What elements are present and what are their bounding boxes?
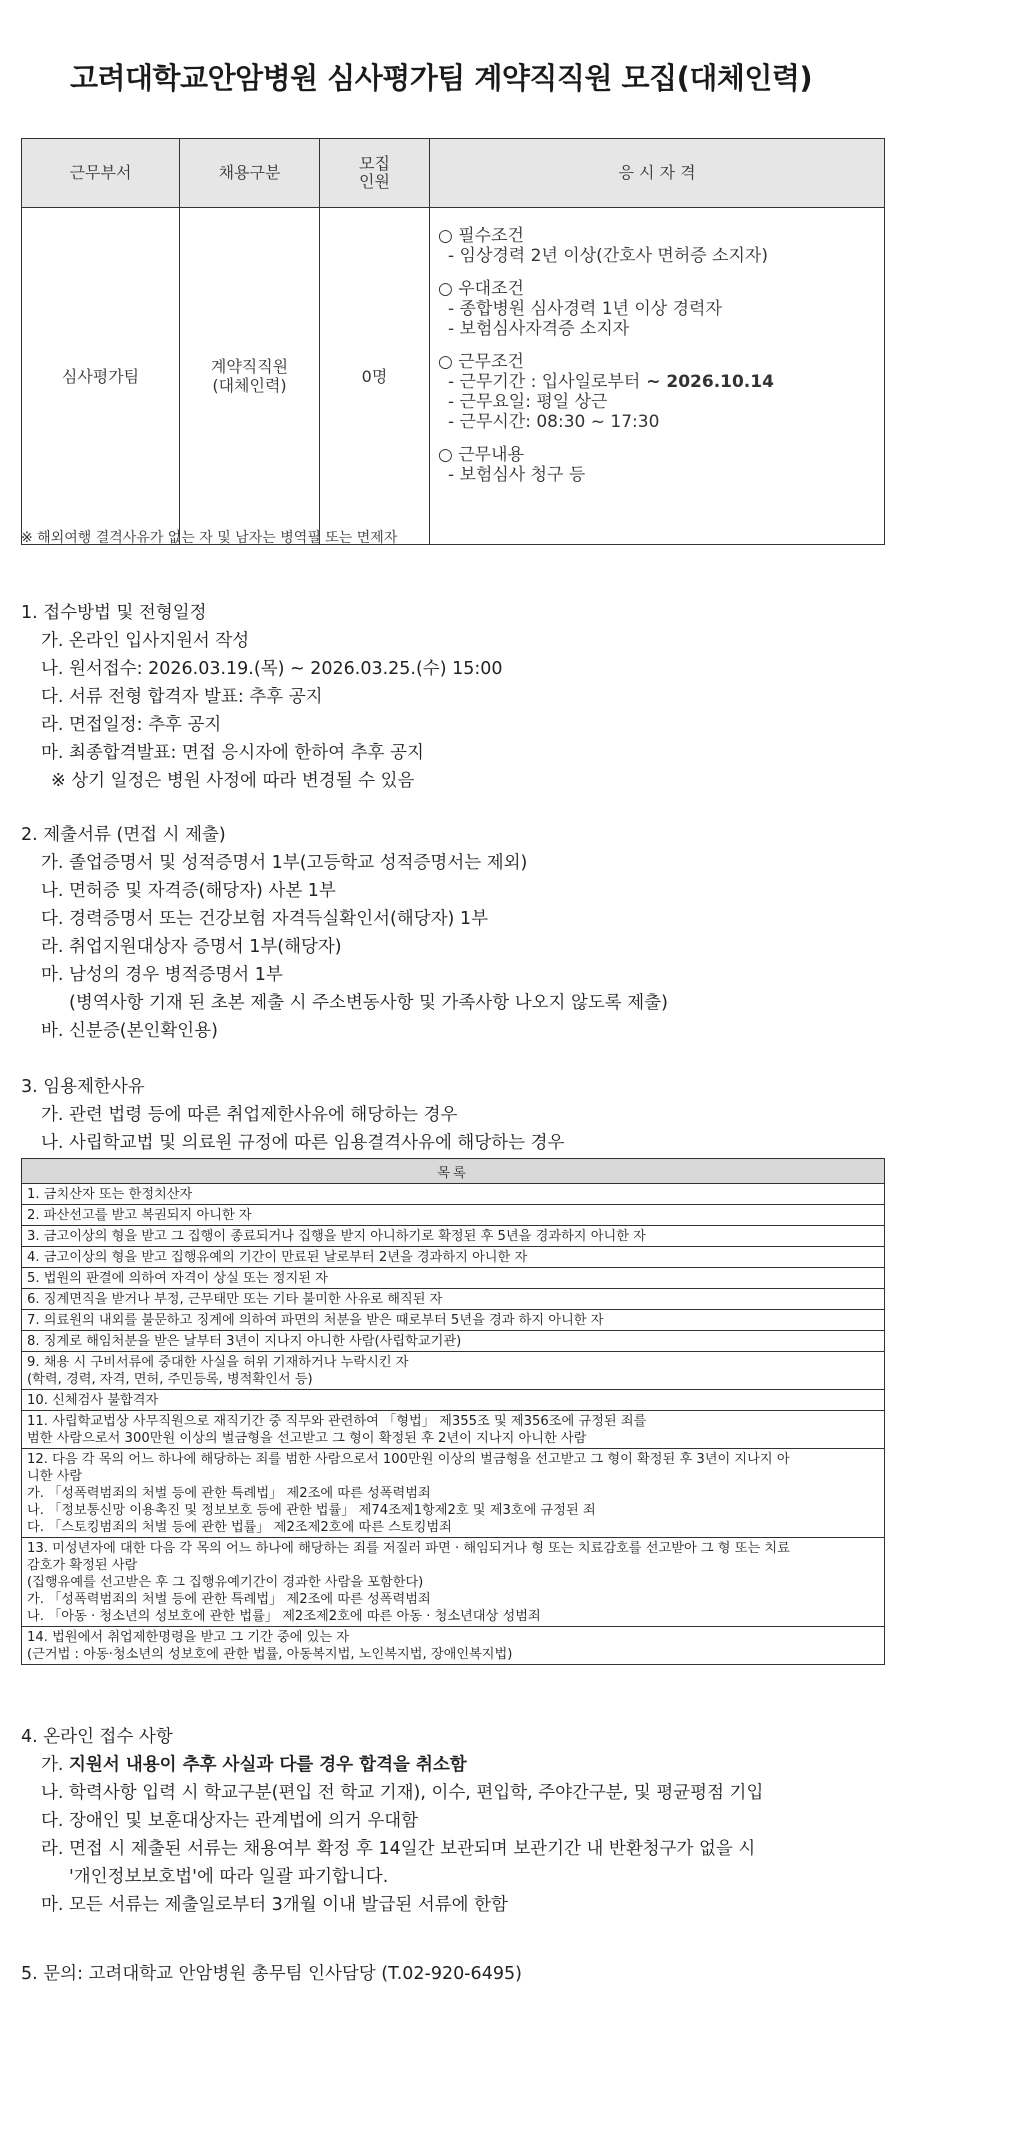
table-row: [22, 1205, 885, 1226]
table-row: [22, 1449, 885, 1538]
restriction-cell: [22, 1449, 885, 1538]
header-type: 채용구분: [180, 139, 320, 208]
restriction-line: 가. 「성폭력범죄의 처벌 등에 관한 특례법」 제2조에 따른 성폭력범죄: [27, 1592, 431, 1607]
recruitment-table: [21, 138, 885, 545]
header-dept: 근무부서: [22, 139, 180, 208]
schedule-note: ※ 상기 일정은 병원 사정에 따라 변경될 수 있음: [51, 771, 415, 791]
table-row: [22, 1226, 885, 1247]
list-item-sub: (병역사항 기재 된 초본 제출 시 주소변동사항 및 가족사항 나오지 않도록 제출): [69, 993, 668, 1013]
table-row: [22, 1289, 885, 1310]
conditions-line: - 근무요일: 평일 상근: [448, 392, 608, 412]
table-row: [22, 1538, 885, 1627]
page-title: 고려대학교안암병원 심사평가팀 계약직직원 모집(대체인력): [70, 61, 813, 95]
list-item: 마. 남성의 경우 병적증명서 1부: [41, 965, 283, 985]
restriction-line: 다. 「스토킹범죄의 처벌 등에 관한 법률」 제2조제2호에 따른 스토킹범죄: [27, 1520, 452, 1535]
work-period: [438, 372, 884, 392]
table-row: [22, 1247, 885, 1268]
restriction-line: 13. 미성년자에 대한 다음 각 목의 어느 하나에 해당하는 죄를 저질러 파면 · 해임되거나 형 또는 치료감호를 선고받아 그 형 또는 치료: [27, 1541, 790, 1556]
restriction-line: 4. 금고이상의 형을 받고 집행유예의 기간이 만료된 날로부터 2년을 경과하지 아니한 자: [27, 1250, 528, 1265]
restriction-line: 나. 「정보통신망 이용촉진 및 정보보호 등에 관한 법률」 제74조제1항제2호 및 제3호에 규정된 죄: [27, 1503, 596, 1518]
restriction-cell: [22, 1226, 885, 1247]
list-item-sub: '개인정보보호법'에 따라 일괄 파기합니다.: [69, 1867, 389, 1887]
list-item: 라. 취업지원대상자 증명서 1부(해당자): [41, 937, 342, 957]
restriction-cell: [22, 1247, 885, 1268]
restriction-cell: [22, 1538, 885, 1627]
work-period-label: - 근무기간 : 입사일로부터: [448, 372, 641, 392]
required-line: - 임상경력 2년 이상(간호사 면허증 소지자): [448, 246, 768, 266]
cell-dept: 심사평가팀: [22, 208, 180, 545]
restriction-line: 7. 의료원의 내외를 불문하고 징계에 의하여 파면의 처분을 받은 때로부터 5년을 경과 하지 아니한 자: [27, 1313, 604, 1328]
restriction-line: 니한 사람: [27, 1469, 83, 1484]
preferred-line: - 보험심사자격증 소지자: [448, 319, 630, 339]
item-marker: 가.: [41, 1755, 70, 1775]
restriction-cell: [22, 1627, 885, 1665]
table-row: [22, 1310, 885, 1331]
restriction-line: 10. 신체검사 불합격자: [27, 1393, 159, 1408]
work-duties: [438, 445, 884, 485]
restriction-line: 1. 금치산자 또는 한정치산자: [27, 1187, 193, 1202]
restriction-line: 6. 징계면직을 받거나 부정, 근무태만 또는 기타 불미한 사유로 해직된 자: [27, 1292, 443, 1307]
cell-qualifications: [430, 208, 885, 545]
table-row: [22, 1352, 885, 1390]
table-row: [22, 208, 885, 545]
table-row: [22, 1411, 885, 1449]
restriction-cell: [22, 1331, 885, 1352]
list-item: 가. 온라인 입사지원서 작성: [41, 631, 250, 651]
section-title: 4. 온라인 접수 사항: [21, 1727, 173, 1747]
cell-type: [180, 208, 320, 545]
list-item: [21, 1751, 1011, 1779]
table-row: [22, 1390, 885, 1411]
restriction-line: (집행유예를 선고받은 후 그 집행유예기간이 경과한 사람을 포함한다): [27, 1575, 424, 1590]
table-row: [22, 1184, 885, 1205]
restriction-line: (근거법 : 아동·청소년의 성보호에 관한 법률, 아동복지법, 노인복지법, 장애인복지법): [27, 1647, 513, 1662]
required-conditions: [438, 226, 884, 266]
restrictions-table: [21, 1158, 885, 1665]
restriction-cell: [22, 1310, 885, 1331]
header-count-text: 모집 인원: [359, 154, 390, 191]
restriction-cell: [22, 1390, 885, 1411]
table-row: [22, 1268, 885, 1289]
restriction-line: (학력, 경력, 자격, 면허, 주민등록, 병적확인서 등): [27, 1372, 313, 1387]
preferred-line: - 종합병원 심사경력 1년 이상 경력자: [448, 299, 722, 319]
list-item: 마. 최종합격발표: 면접 응시자에 한하여 추후 공지: [41, 743, 424, 763]
section-title: 1. 접수방법 및 전형일정: [21, 603, 207, 623]
table-row: [22, 1627, 885, 1665]
required-head: ○ 필수조건: [438, 226, 524, 246]
section-documents: [21, 821, 1011, 1045]
eligibility-note: ※ 해외여행 결격사유가 없는 자 및 남자는 병역필 또는 면제자: [21, 530, 398, 546]
header-count: [320, 139, 430, 208]
restriction-line: 9. 채용 시 구비서류에 중대한 사실을 허위 기재하거나 누락시킨 자: [27, 1355, 409, 1370]
restriction-line: 범한 사람으로서 300만원 이상의 벌금형을 선고받고 그 형이 확정된 후 2년이 지나지 아니한 사람: [27, 1431, 587, 1446]
list-item: 나. 원서접수: 2026.03.19.(목) ~ 2026.03.25.(수) 15:00: [41, 659, 503, 679]
item-emphasis: 지원서 내용이 추후 사실과 다를 경우 합격을 취소함: [69, 1755, 467, 1775]
work-conditions: [438, 352, 884, 432]
section-title: 2. 제출서류 (면접 시 제출): [21, 825, 226, 845]
section-schedule: [21, 599, 1011, 795]
section-title: 3. 임용제한사유: [21, 1077, 145, 1097]
restriction-cell: [22, 1352, 885, 1390]
table-row: [22, 1331, 885, 1352]
restriction-cell: [22, 1205, 885, 1226]
conditions-line: - 근무시간: 08:30 ~ 17:30: [448, 412, 660, 432]
work-period-end: ~ 2026.10.14: [640, 372, 774, 392]
restriction-line: 2. 파산선고를 받고 복권되지 아니한 자: [27, 1208, 252, 1223]
list-item: 나. 학력사항 입력 시 학교구분(편입 전 학교 기재), 이수, 편입학, 주야간구분, 및 평균평점 기입: [41, 1783, 764, 1803]
list-item: 바. 신분증(본인확인용): [41, 1021, 218, 1041]
restriction-cell: [22, 1289, 885, 1310]
restriction-line: 감호가 확정된 사람: [27, 1558, 138, 1573]
section-online: [21, 1723, 1011, 1919]
list-item: 가. 관련 법령 등에 따른 취업제한사유에 해당하는 경우: [41, 1105, 458, 1125]
duties-line: - 보험심사 청구 등: [448, 465, 586, 485]
table-header-row: [22, 139, 885, 208]
list-item: 라. 면접일정: 추후 공지: [41, 715, 222, 735]
restriction-line: 나. 「아동 · 청소년의 성보호에 관한 법률」 제2조제2호에 따른 아동 · 청소년대상 성범죄: [27, 1609, 541, 1624]
preferred-head: ○ 우대조건: [438, 279, 524, 299]
list-item: 다. 경력증명서 또는 건강보험 자격득실확인서(해당자) 1부: [41, 909, 488, 929]
cell-type-text: 계약직직원 (대체인력): [210, 357, 289, 395]
restriction-line: 3. 금고이상의 형을 받고 그 집행이 종료되거나 집행을 받지 아니하기로 확정된 후 5년을 경과하지 아니한 자: [27, 1229, 646, 1244]
restrictions-header: 목록: [22, 1159, 885, 1184]
restriction-line: 14. 법원에서 취업제한명령을 받고 그 기간 중에 있는 자: [27, 1630, 350, 1645]
list-item: 나. 면허증 및 자격증(해당자) 사본 1부: [41, 881, 336, 901]
list-item: 다. 장애인 및 보훈대상자는 관계법에 의거 우대함: [41, 1811, 419, 1831]
restriction-line: 가. 「성폭력범죄의 처벌 등에 관한 특례법」 제2조에 따른 성폭력범죄: [27, 1486, 431, 1501]
list-item: 가. 졸업증명서 및 성적증명서 1부(고등학교 성적증명서는 제외): [41, 853, 528, 873]
preferred-conditions: [438, 279, 884, 339]
contact-info: 5. 문의: 고려대학교 안암병원 총무팀 인사담당 (T.02-920-6495): [21, 1964, 522, 1984]
restriction-cell: [22, 1411, 885, 1449]
list-item: 다. 서류 전형 합격자 발표: 추후 공지: [41, 687, 323, 707]
restriction-line: 12. 다음 각 목의 어느 하나에 해당하는 죄를 범한 사람으로서 100만원 이상의 벌금형을 선고받고 그 형이 확정된 후 3년이 지나지 아: [27, 1452, 790, 1467]
list-item: 라. 면접 시 제출된 서류는 채용여부 확정 후 14일간 보관되며 보관기간 내 반환청구가 없을 시: [41, 1839, 756, 1859]
restriction-cell: [22, 1268, 885, 1289]
header-quals: 응 시 자 격: [430, 139, 885, 208]
duties-head: ○ 근무내용: [438, 445, 524, 465]
list-item: 마. 모든 서류는 제출일로부터 3개월 이내 발급된 서류에 한함: [41, 1895, 508, 1915]
conditions-head: ○ 근무조건: [438, 352, 524, 372]
cell-count: 0명: [320, 208, 430, 545]
restriction-cell: [22, 1184, 885, 1205]
list-item: 나. 사립학교법 및 의료원 규정에 따른 임용결격사유에 해당하는 경우: [41, 1133, 565, 1153]
section-restrictions: [21, 1073, 1011, 1157]
restriction-line: 5. 법원의 판결에 의하여 자격이 상실 또는 정지된 자: [27, 1271, 328, 1286]
restriction-line: 11. 사립학교법상 사무직원으로 재직기간 중 직무와 관련하여 「형법」 제355조 및 제356조에 규정된 죄를: [27, 1414, 647, 1429]
restriction-line: 8. 징계로 해임처분을 받은 날부터 3년이 지나지 아니한 사람(사립학교기관): [27, 1334, 462, 1349]
